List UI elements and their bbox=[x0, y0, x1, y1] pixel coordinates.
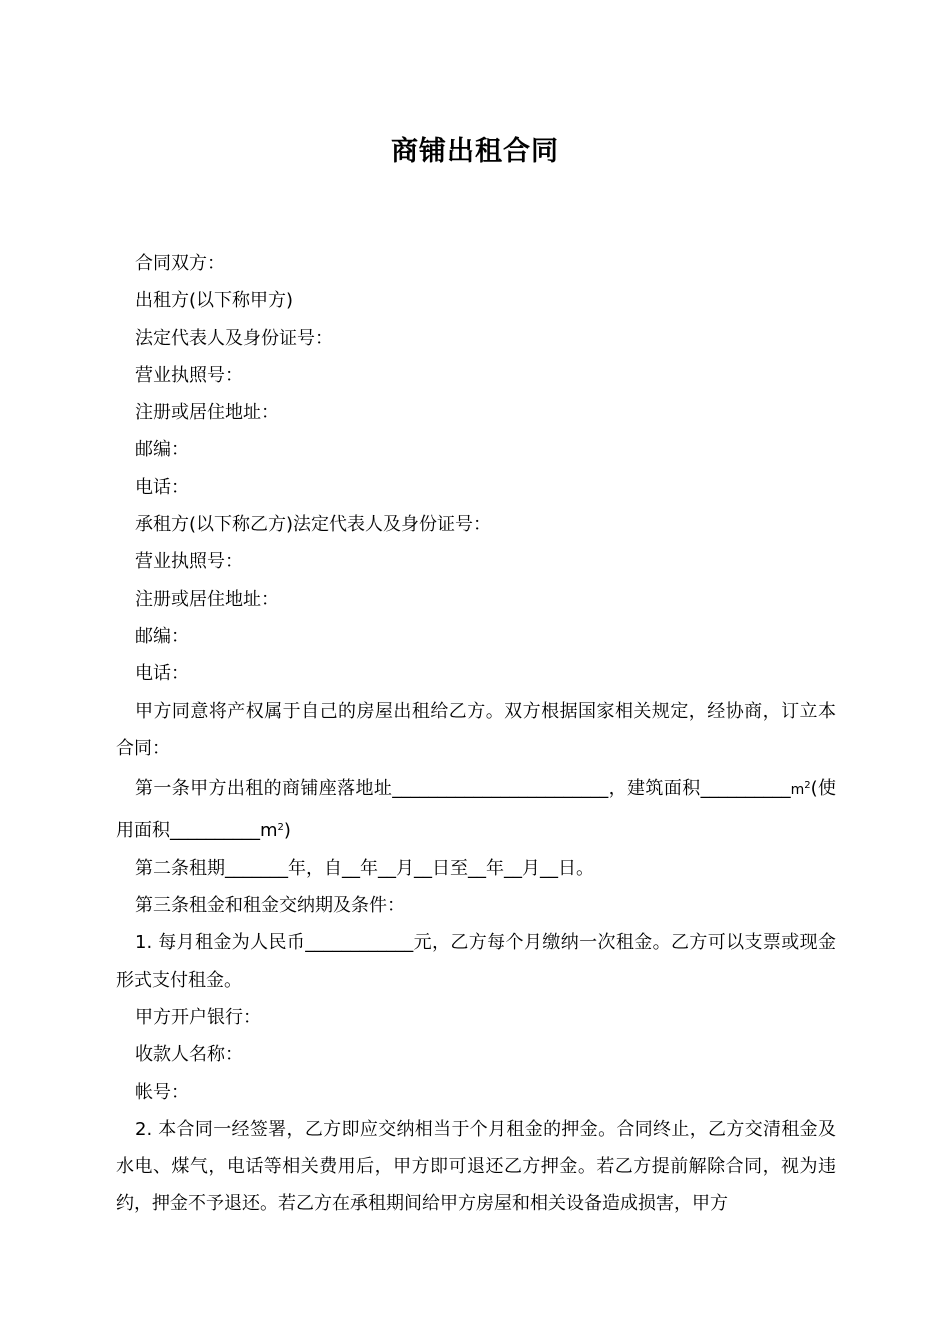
paragraph-lessor-legal-rep: 法定代表人及身份证号： bbox=[135, 327, 333, 349]
paragraph-parties: 合同双方： bbox=[135, 253, 225, 274]
paragraph-lessee-postcode: 邮编： bbox=[135, 625, 189, 647]
paragraph-lessee-license: 营业执照号： bbox=[135, 551, 243, 573]
paragraph-lessor: 出租方(以下称甲方) bbox=[135, 290, 294, 312]
paragraph-lessee-phone: 电话： bbox=[135, 663, 189, 685]
article-1-usable-area: (使用面积__________m bbox=[116, 778, 836, 842]
paragraph-payee-name: 收款人名称： bbox=[135, 1044, 243, 1066]
paragraph-article-1 bbox=[116, 767, 836, 850]
paragraph-lessor-license: 营业执照号： bbox=[135, 364, 243, 386]
paragraph-article-3: 第三条租金和租金交纳期及条件： bbox=[135, 895, 405, 917]
document-body bbox=[116, 245, 836, 1223]
unit-m: m bbox=[790, 782, 805, 799]
paragraph-article-2: 第二条租期_______年，自__年__月__日至__年__月__日。 bbox=[135, 857, 594, 879]
paragraph-deposit: 2. 本合同一经签署，乙方即应交纳相当于个月租金的押金。合同终止，乙方交清租金及水电、煤气，电话等相关费用后，甲方即可退还乙方押金。若乙方提前解除合同，视为违约，押金不予退还。若乙方在承租期间给甲方房屋和相关设备造成损害，甲方 bbox=[116, 1118, 836, 1215]
paragraph-rent-amount: 1. 每月租金为人民币____________元，乙方每个月缴纳一次租金。乙方可以支票或现金形式支付租金。 bbox=[116, 932, 836, 991]
paragraph-lessee: 承租方(以下称乙方)法定代表人及身份证号： bbox=[135, 514, 492, 536]
document-title: 商铺出租合同 bbox=[391, 136, 559, 167]
paragraph-account-number: 帐号： bbox=[135, 1081, 189, 1103]
article-1-text: 第一条甲方出租的商铺座落地址________________________，建筑面积__________ bbox=[135, 778, 791, 800]
paragraph-lessor-postcode: 邮编： bbox=[135, 439, 189, 461]
unit-square-superscript: 2 bbox=[804, 780, 811, 792]
paragraph-lessor-bank: 甲方开户银行： bbox=[135, 1006, 261, 1028]
article-1-close: ) bbox=[283, 820, 291, 842]
unit-square-superscript: 2 bbox=[277, 822, 284, 834]
paragraph-lessor-address: 注册或居住地址： bbox=[135, 402, 279, 424]
paragraph-lessor-phone: 电话： bbox=[135, 476, 189, 498]
paragraph-lessee-address: 注册或居住地址： bbox=[135, 588, 279, 610]
paragraph-agreement: 甲方同意将产权属于自己的房屋出租给乙方。双方根据国家相关规定，经协商，订立本合同： bbox=[116, 700, 836, 759]
